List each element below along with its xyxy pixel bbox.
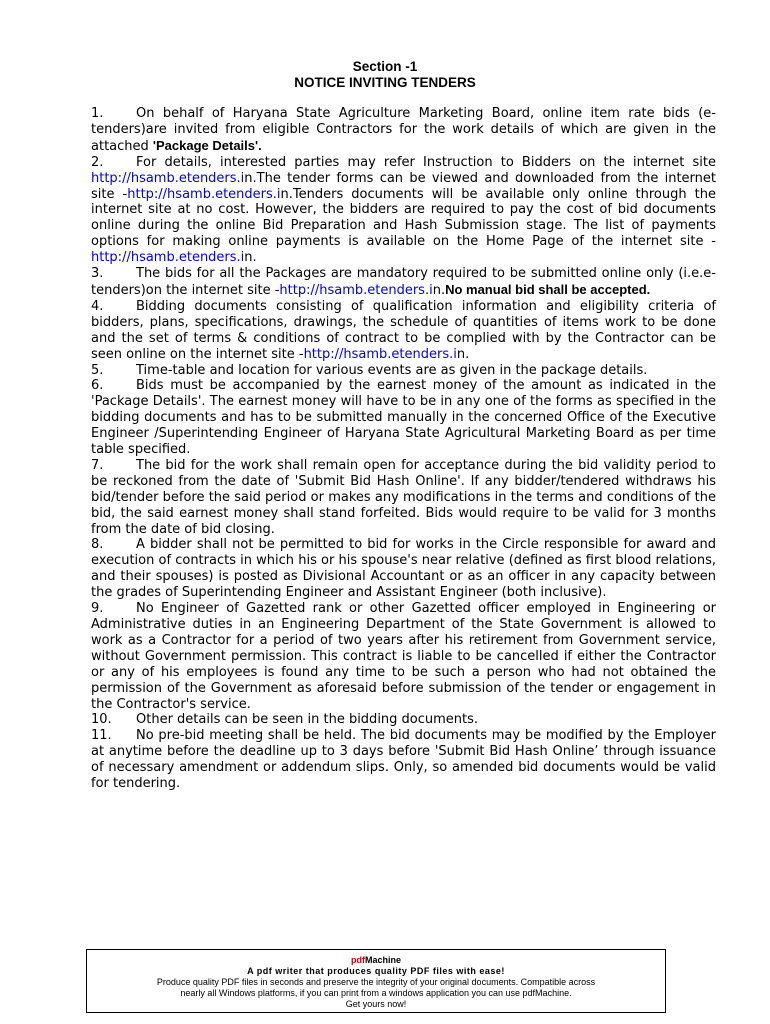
clause-number: 10. bbox=[91, 712, 112, 728]
clause-text: Bidding documents consisting of qualification information and eligibility criteria of bidders, plans, specifications, drawings, the schedule of quantities of items work to be done and the set of terms & conditions of contract to be complied with by the Contractor can be seen online on the internet site - bbox=[91, 298, 716, 362]
clause-bold-text: No manual bid shall be accepted. bbox=[445, 281, 651, 297]
clause-text: Other details can be seen in the bidding documents. bbox=[136, 712, 479, 728]
pdfmachine-logo bbox=[87, 955, 665, 966]
clause-text: n. bbox=[432, 282, 446, 298]
etenders-link[interactable]: http://hsamb.etenders.i bbox=[127, 186, 281, 202]
clause-9 bbox=[91, 601, 716, 712]
clause-bold-text: 'Package Details'. bbox=[152, 137, 262, 153]
clause-text: No Engineer of Gazetted rank or other Gazetted officer employed in Engineering or Administrative duties in an Engineering Department of the State Government is allowed to work as a Contractor for a period of two years after his retirement from Government service, without Government permission. This contract is liable to be cancelled if either the Contractor or any of his employees is found any time to be such a person who had not obtained the permission of the Government as aforesaid before submission of the tender or engagement in the Contractor's service. bbox=[91, 601, 716, 712]
clause-number: 3. bbox=[91, 266, 104, 282]
etenders-link[interactable]: http://hsamb.etenders.i bbox=[91, 250, 245, 266]
clause-number: 2. bbox=[91, 154, 104, 170]
clause-number: 8. bbox=[91, 537, 104, 553]
clause-text: n.The tender forms can be viewed and downloaded from the internet site - bbox=[91, 170, 716, 202]
notice-body bbox=[91, 106, 716, 792]
clause-text: No pre-bid meeting shall be held. The bid documents may be modified by the Employer at anytime before the deadline up to 3 days before 'Submit Bid Hash Online’ through issuance of necessary amendment or addendum slips. Only, so amended bid documents would be valid for tendering. bbox=[91, 728, 716, 792]
clause-2 bbox=[91, 155, 716, 266]
footer-line: Produce quality PDF files in seconds and preserve the integrity of your original documents. Compatible across bbox=[156, 977, 596, 987]
clause-number: 6. bbox=[91, 378, 104, 394]
clause-text: n. bbox=[244, 250, 257, 266]
pdfmachine-footer bbox=[86, 949, 666, 1013]
notice-title: NOTICE INVITING TENDERS bbox=[294, 75, 476, 90]
clause-number: 7. bbox=[91, 457, 104, 473]
clause-11 bbox=[91, 728, 716, 792]
clause-3 bbox=[91, 266, 716, 299]
clause-6 bbox=[91, 378, 716, 458]
etenders-link[interactable]: http://hsamb.etenders.i bbox=[279, 282, 433, 298]
clause-4 bbox=[91, 299, 716, 363]
clause-number: 1. bbox=[91, 106, 104, 121]
clause-number: 11. bbox=[91, 728, 112, 744]
clause-5 bbox=[91, 363, 716, 379]
section-heading: Section -1 bbox=[352, 59, 418, 74]
footer-cta: Get yours now! bbox=[345, 999, 407, 1009]
brand-machine: Machine bbox=[364, 955, 401, 965]
clause-text: The bid for the work shall remain open for acceptance during the bid validity period to be reckoned from the date of 'Submit Bid Hash Online'. If any bidder/tendered withdraws his bid/tender before the said period or makes any modifications in the terms and conditions of the bid, the said earnest money shall stand forfeited. Bids would require to be valid for 3 months from the date of bid closing. bbox=[91, 457, 716, 537]
clause-text: n.Tenders documents will be available only online through the internet site at no cost. However, the bidders are required to pay the cost of bid documents online during the online Bid Preparation and Hash Submission stage. The list of payments options for making online payments is available on the Home Page of the internet site - bbox=[91, 186, 716, 250]
clause-10 bbox=[91, 712, 716, 728]
etenders-link[interactable]: http://hsamb.etenders.i bbox=[91, 170, 245, 186]
clause-7 bbox=[91, 458, 716, 538]
etenders-link[interactable]: http://hsamb.etenders.i bbox=[303, 346, 457, 362]
clause-text: For details, interested parties may refer Instruction to Bidders on the internet site bbox=[136, 154, 716, 170]
clause-1 bbox=[91, 106, 716, 155]
clause-text: A bidder shall not be permitted to bid for works in the Circle responsible for award and execution of contracts in which his or his spouse's near relative (defined as first blood relations, and their spouses) is posted as Divisional Accountant or as an officer in any capacity between the grades of Superintending Engineer and Assistant Engineer (both inclusive). bbox=[91, 537, 716, 601]
clause-number: 9. bbox=[91, 601, 104, 617]
clause-text: Bids must be accompanied by the earnest money of the amount as indicated in the 'Package Details'. The earnest money will have to be in any one of the forms as specified in the bidding documents and has to be submitted manually in the concerned Office of the Executive Engineer /Superintending Engineer of Haryana State Agricultural Marketing Board as per time table specified. bbox=[91, 378, 716, 458]
clause-text: Time-table and location for various events are as given in the package details. bbox=[136, 362, 648, 378]
brand-pdf: pdf bbox=[350, 955, 365, 965]
clause-text: n. bbox=[456, 346, 470, 362]
clause-number: 5. bbox=[91, 362, 104, 378]
footer-line: nearly all Windows platforms, if you can print from a windows application you can use pdfMachine. bbox=[180, 988, 572, 998]
clause-8 bbox=[91, 537, 716, 601]
clause-number: 4. bbox=[91, 298, 104, 314]
clause-text: On behalf of Haryana State Agriculture Marketing Board, online item rate bids (e-tenders)are invited from eligible Contractors for the work details of which are given in the attached bbox=[91, 106, 716, 154]
clause-text: The bids for all the Packages are mandatory required to be submitted online only (i.e.e-tenders)on the internet site - bbox=[91, 266, 716, 298]
footer-tagline: A pdf writer that produces quality PDF files with ease! bbox=[247, 966, 505, 976]
